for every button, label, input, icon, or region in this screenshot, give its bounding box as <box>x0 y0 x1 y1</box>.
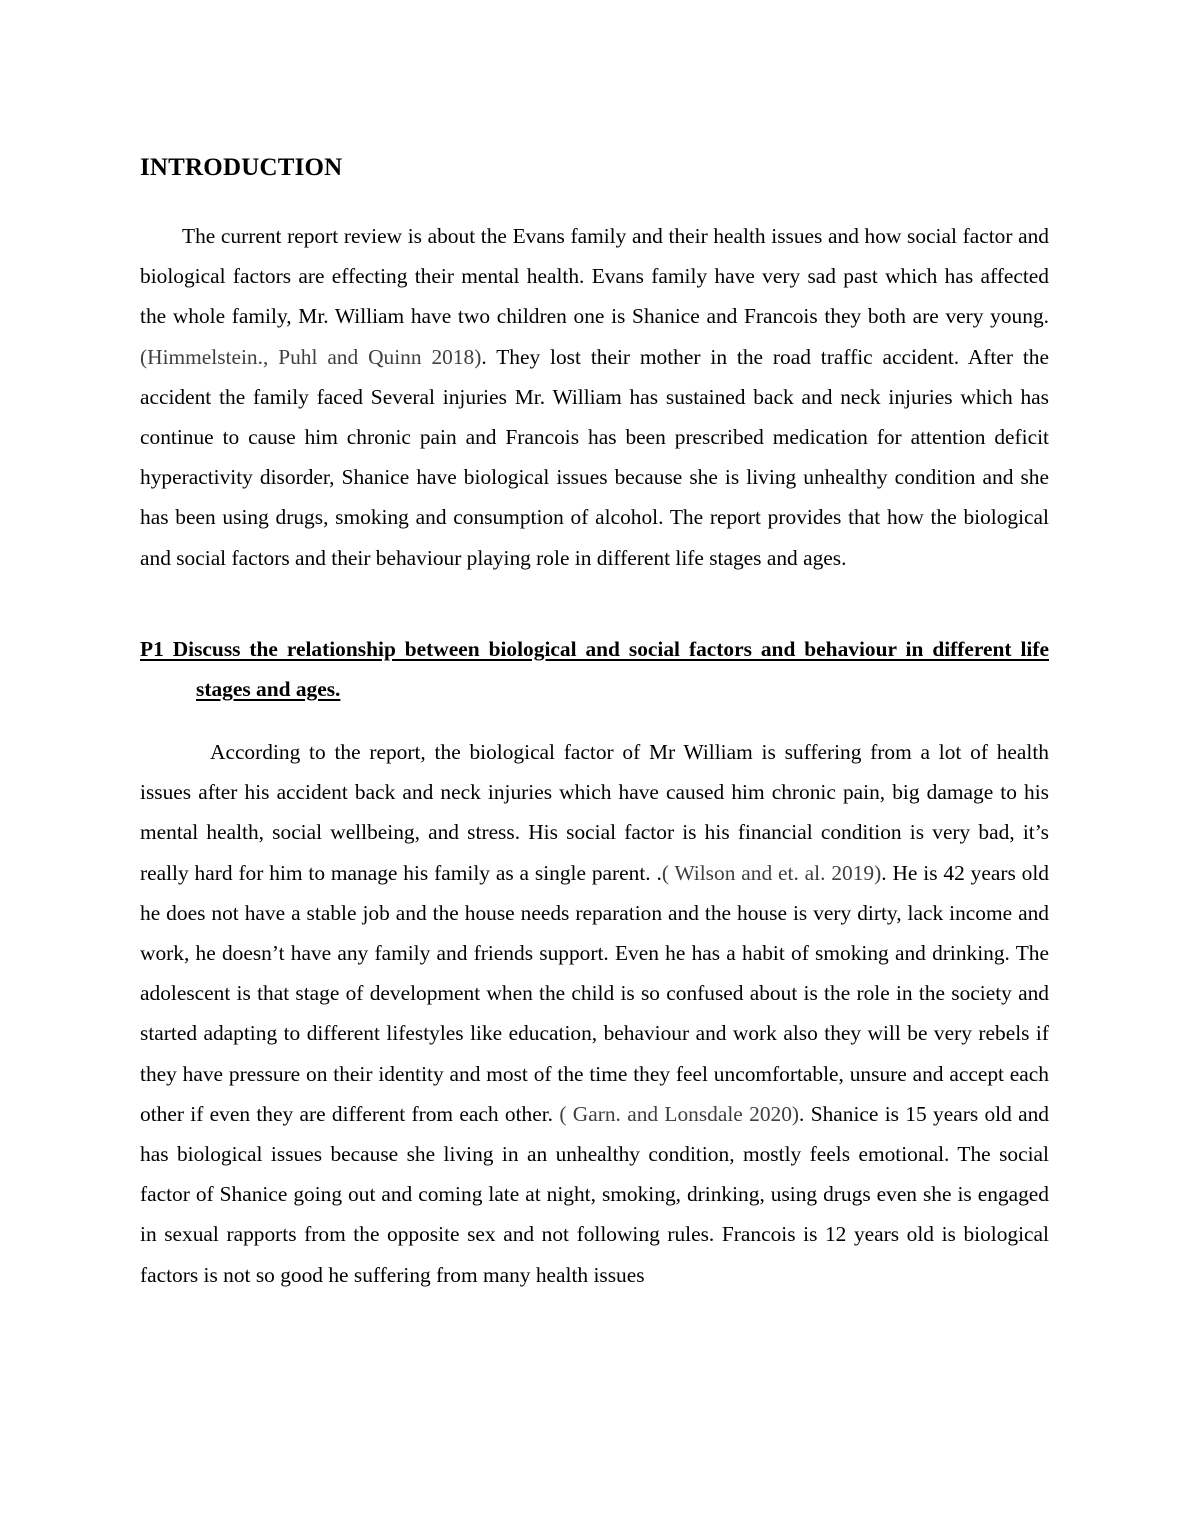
p1-text-a: According to the report, the biological factor of Mr William is suffering from a lot of health issues after his accident back and neck injuries which have caused him chronic pain, big damage to his mental health, social wellbeing, and stress. His social factor is his financial condition is very bad, it’s really hard for him to manage his family as a single parent. . <box>140 740 1049 885</box>
p1-text-c: . Shanice is 15 years old and has biological issues because she living in an unhealthy condition, mostly feels emotional. The social factor of Shanice going out and coming late at night, smoking, drinking, using drugs even she is engaged in sexual rapports from the opposite sex and not following rules. Francois is 12 years old is biological factors is not so good he suffering from many health issues <box>140 1101 1050 1287</box>
intro-paragraph <box>140 216 1049 578</box>
intro-text-b: . They lost their mother in the road traffic accident. After the accident the family faced Several injuries Mr. William has sustained back and neck injuries which has continue to cause him chronic pain and Francois has been prescribed medication for attention deficit hyperactivity disorder, Shanice have biological issues because she is living unhealthy condition and she has been using drugs, smoking and consumption of alcohol. The report provides that how the biological and social factors and their behaviour playing role in different life stages and ages. <box>140 344 1049 570</box>
intro-text-a: The current report review is about the Evans family and their health issues and how social factor and biological factors are effecting their mental health. Evans family have very sad past which has affected the whole family, Mr. William have two children one is Shanice and Francois they both are very young. <box>140 224 1049 329</box>
p1-text-b: . He is 42 years old he does not have a stable job and the house needs reparation and the house is very dirty, lack income and work, he doesn’t have any family and friends support. Even he has a habit of smoking and drinking. The adolescent is that stage of development when the child is so confused about is the role in the society and started adapting to different lifestyles like education, behaviour and work also they will be very rebels if they have pressure on their identity and most of the time they feel uncomfortable, unsure and accept each other if even they are different from each other. <box>140 860 1049 1126</box>
section-p1-heading: P1 Discuss the relationship between biological and social factors and behaviour in different life stages and ages. <box>140 637 1049 701</box>
page-title: INTRODUCTION <box>140 154 343 181</box>
section-p1-paragraph <box>140 732 1049 1295</box>
citation-wilson: ( Wilson and et. al. 2019) <box>661 860 882 885</box>
citation-garn: ( Garn. and Lonsdale 2020) <box>559 1101 800 1126</box>
citation-himmelstein: (Himmelstein., Puhl and Quinn 2018) <box>140 344 482 369</box>
